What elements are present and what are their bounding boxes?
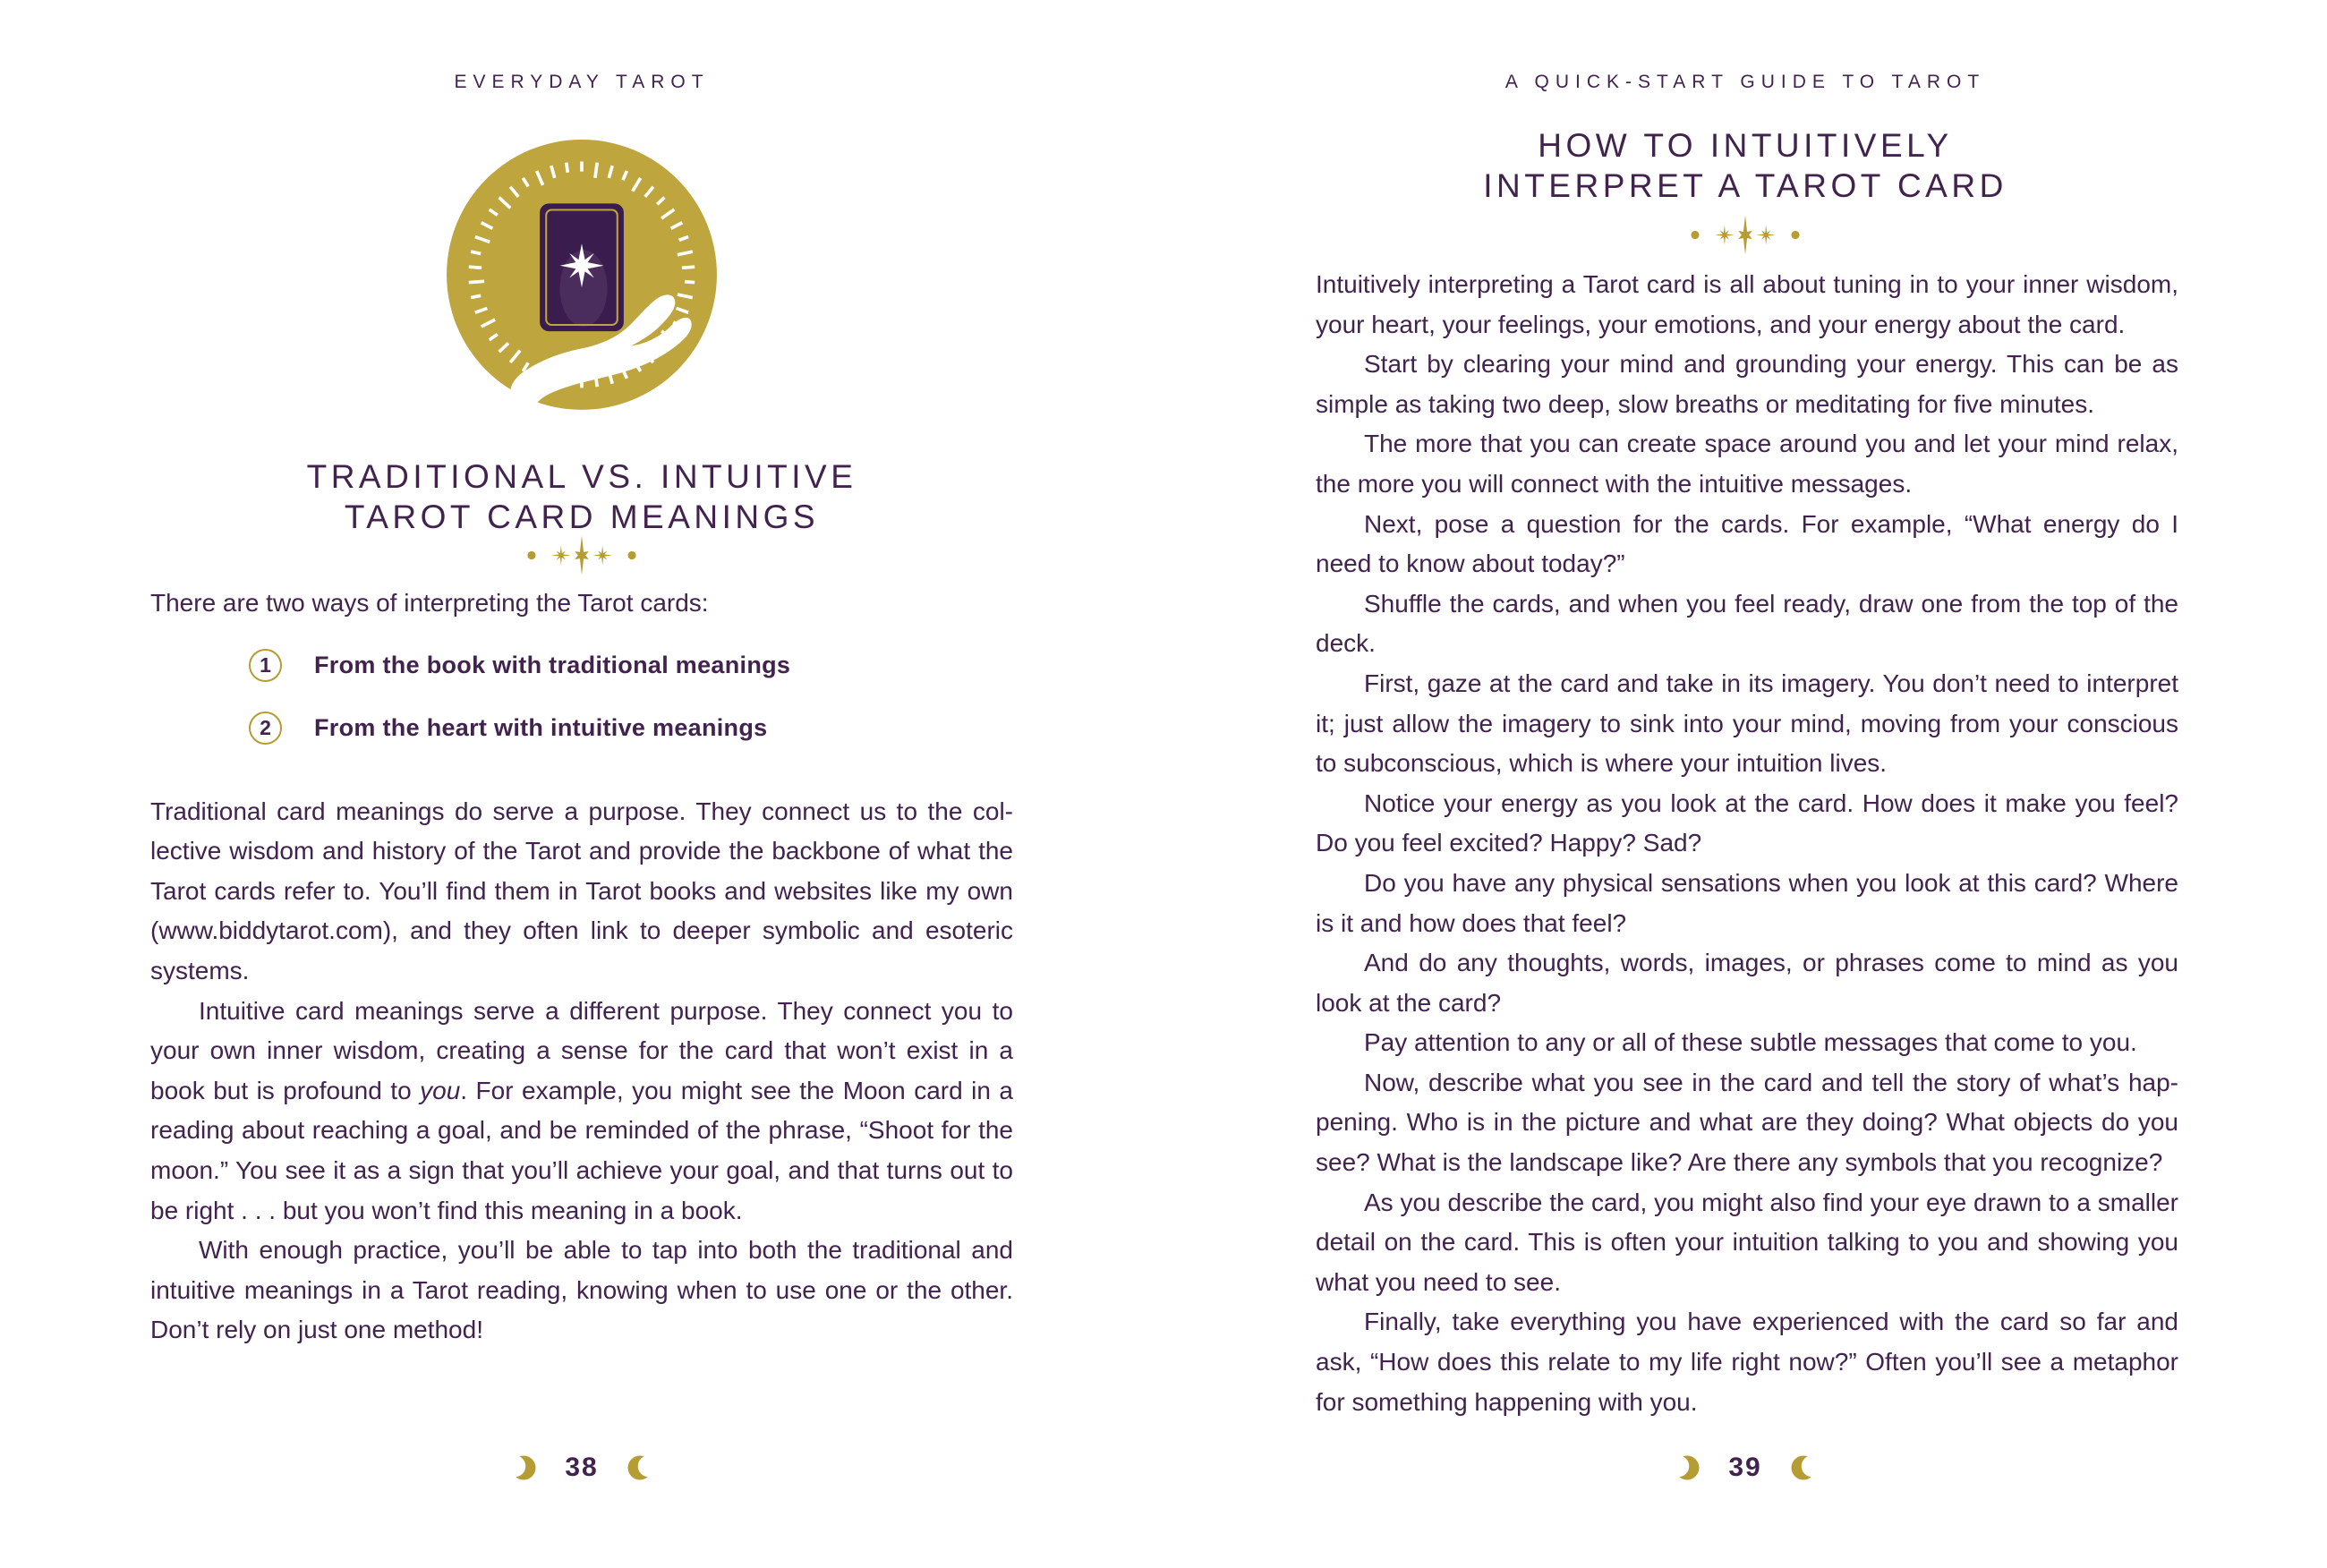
list-item-2-label: From the heart with intuitive meanings bbox=[314, 714, 768, 742]
chapter-title-left bbox=[0, 456, 1164, 537]
page-number-value: 38 bbox=[565, 1453, 599, 1482]
paragraph: The more that you can create space around you and let your mind relax, the more you will connect with the intuitive messages. bbox=[1316, 430, 2178, 498]
list-item-2 bbox=[150, 708, 1013, 749]
paragraph: Intuitively interpreting a Tarot card is all about tuning in to your inner wisdom, your heart, your feelings, your emotions, and your energy about the card. bbox=[1316, 270, 2178, 338]
body-text-left bbox=[150, 584, 1013, 1351]
paragraph: With enough practice, you’ll be able to tap into both the traditional and intuitive meanings in a Tarot reading, knowing when to use one or the other. Don’t rely on just one method! bbox=[150, 1236, 1013, 1344]
title-line-1: HOW TO INTUITIVELY bbox=[1538, 127, 1953, 164]
page-right bbox=[1164, 0, 2327, 1568]
paragraph: Intuitive card meanings serve a different purpose. They connect you to your own inner wisdom, creating a sense for the card that won’t exist in a book but is profound to you. For example, you might see the Moon card in a reading about reaching a goal, and be reminded of the phrase, “Shoot for the moon.” You see it as a sign that you’ll achieve your goal, and that turns out to be right . . . but you won’t find this meaning in a book. bbox=[150, 996, 1013, 1224]
body-text-right bbox=[1316, 265, 2178, 1422]
crescent-moon-icon bbox=[1787, 1452, 1820, 1484]
list-item-1 bbox=[150, 645, 1013, 686]
paragraph: Shuffle the cards, and when you feel ready, draw one from the top of the deck. bbox=[1316, 589, 2178, 658]
running-head-left: EVERYDAY TAROT bbox=[454, 72, 710, 92]
paragraph: Traditional card meanings do serve a purpose. They connect us to the collective wisdom and history of the Tarot and provide the backbone of what the Tarot cards refer to. You’ll find them in Tarot books and websites like my own (www.biddytarot.com), and they often link to deeper symbolic and esoteric systems. bbox=[150, 797, 1013, 984]
crescent-moon-icon bbox=[624, 1452, 656, 1484]
paragraph-block-right bbox=[1316, 265, 2178, 1422]
number-badge-2: 2 bbox=[249, 712, 282, 745]
page-number-left bbox=[0, 1452, 1164, 1484]
intro-line: There are two ways of interpreting the Tarot cards: bbox=[150, 589, 709, 617]
running-head-right: A QUICK-START GUIDE TO TAROT bbox=[1504, 72, 1986, 92]
paragraph: And do any thoughts, words, images, or phrases come to mind as you look at the card? bbox=[1316, 949, 2178, 1017]
star-divider-icon bbox=[1164, 214, 2327, 260]
chapter-title-right bbox=[1164, 125, 2327, 206]
crescent-moon-icon bbox=[1671, 1452, 1703, 1484]
page-number-right bbox=[1164, 1452, 2327, 1484]
numbered-list bbox=[150, 645, 1013, 749]
paragraph: First, gaze at the card and take in its imagery. You don’t need to interpret it; just allow the imagery to sink into your mind, moving from your conscious to subconscious, which is where your intuition lives. bbox=[1316, 669, 2178, 778]
paragraph-block-left bbox=[150, 792, 1013, 1351]
paragraph: Notice your energy as you look at the card. How does it make you feel? Do you feel excited? Happy? Sad? bbox=[1316, 788, 2178, 857]
hand-holding-tarot-card-icon bbox=[445, 136, 719, 422]
paragraph: As you describe the card, you might also find your eye drawn to a smaller detail on the card. This is often your intuition talking to you and showing you what you need to see. bbox=[1316, 1188, 2178, 1296]
page-number-value: 39 bbox=[1728, 1453, 1762, 1482]
list-item-1-label: From the book with traditional meanings bbox=[314, 652, 791, 679]
paragraph: Do you have any physical sensations when you look at this card? Where is it and how does that feel? bbox=[1316, 868, 2178, 937]
paragraph: Finally, take everything you have experienced with the card so far and ask, “How does this relate to my life right now?” Often you’ll see a metaphor for something happening with you. bbox=[1316, 1308, 2178, 1416]
title-line-2: INTERPRET A TAROT CARD bbox=[1483, 167, 2007, 204]
paragraph: Start by clearing your mind and grounding your energy. This can be as simple as taking two deep, slow breaths or meditating for five minutes. bbox=[1316, 350, 2178, 418]
paragraph: Next, pose a question for the cards. For example, “What energy do I need to know about today?” bbox=[1316, 509, 2178, 578]
title-line-2: TAROT CARD MEANINGS bbox=[344, 499, 820, 535]
star-divider-icon bbox=[0, 534, 1164, 581]
paragraph: Pay attention to any or all of these subtle messages that come to you. bbox=[1364, 1028, 2137, 1057]
title-line-1: TRADITIONAL VS. INTUITIVE bbox=[306, 458, 857, 495]
number-badge-1: 1 bbox=[249, 649, 282, 682]
crescent-moon-icon bbox=[507, 1452, 540, 1484]
paragraph: Now, describe what you see in the card and tell the story of what’s happening. Who is in the picture and what are they doing? What objects do you see? What is the landscape like? Are there any symbols that you recognize? bbox=[1316, 1068, 2178, 1177]
logo-graphic bbox=[445, 136, 719, 422]
